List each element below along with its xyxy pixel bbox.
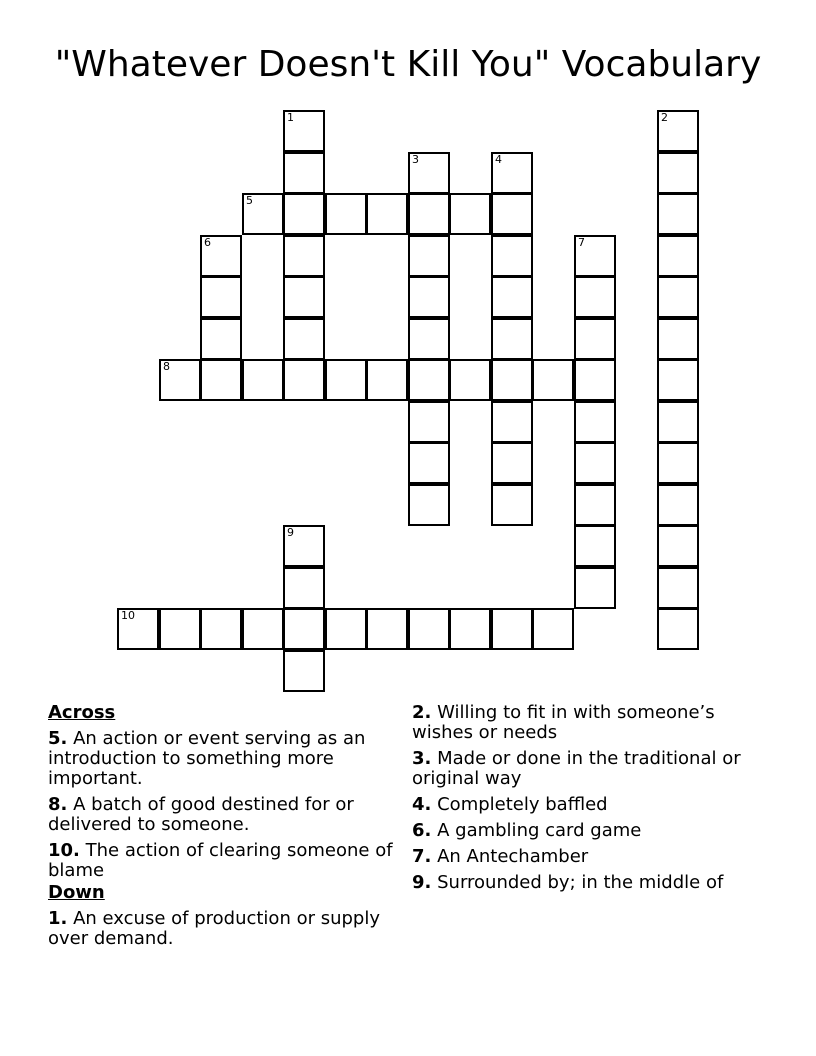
clue-number: 10. xyxy=(48,840,80,861)
grid-cell[interactable] xyxy=(657,152,699,194)
clue-text: Completely baffled xyxy=(437,794,608,815)
clue-text: An action or event serving as an introduction to something more important. xyxy=(48,728,366,789)
clue-number: 9. xyxy=(412,872,432,893)
grid-cell[interactable] xyxy=(283,650,325,692)
cell-number: 3 xyxy=(412,153,419,166)
grid-cell[interactable] xyxy=(449,608,491,650)
grid-cell[interactable] xyxy=(657,110,699,152)
clue-text: An Antechamber xyxy=(437,846,589,867)
grid-cell[interactable] xyxy=(408,608,450,650)
clue-column-left xyxy=(48,703,398,955)
grid-cell[interactable] xyxy=(491,193,533,235)
grid-cell[interactable] xyxy=(449,359,491,401)
grid-cell[interactable] xyxy=(200,608,242,650)
grid-cell[interactable] xyxy=(657,401,699,443)
down-clue-7 xyxy=(412,847,762,867)
grid-cell[interactable] xyxy=(657,442,699,484)
across-clue-5 xyxy=(48,729,398,789)
clue-number: 6. xyxy=(412,820,432,841)
grid-cell[interactable] xyxy=(283,318,325,360)
grid-cell[interactable] xyxy=(574,525,616,567)
clue-number: 7. xyxy=(412,846,432,867)
grid-cell[interactable] xyxy=(491,442,533,484)
grid-cell[interactable] xyxy=(574,484,616,526)
cell-number: 1 xyxy=(287,111,294,124)
grid-cell[interactable] xyxy=(491,318,533,360)
clue-number: 3. xyxy=(412,748,432,769)
grid-cell[interactable] xyxy=(657,484,699,526)
clue-number: 4. xyxy=(412,794,432,815)
grid-cell[interactable] xyxy=(574,318,616,360)
clue-number: 5. xyxy=(48,728,68,749)
grid-cell[interactable] xyxy=(491,359,533,401)
grid-cell[interactable] xyxy=(200,235,242,277)
grid-cell[interactable] xyxy=(657,359,699,401)
down-clue-6 xyxy=(412,821,762,841)
clue-text: An excuse of production or supply over demand. xyxy=(48,908,380,949)
across-clue-10 xyxy=(48,841,398,881)
grid-cell[interactable] xyxy=(283,525,325,567)
grid-cell[interactable] xyxy=(491,152,533,194)
grid-cell[interactable] xyxy=(283,608,325,650)
grid-cell[interactable] xyxy=(408,193,450,235)
grid-cell[interactable] xyxy=(491,276,533,318)
grid-cell[interactable] xyxy=(574,235,616,277)
grid-cell[interactable] xyxy=(408,235,450,277)
grid-cell[interactable] xyxy=(366,359,408,401)
grid-cell[interactable] xyxy=(657,193,699,235)
grid-cell[interactable] xyxy=(408,484,450,526)
grid-cell[interactable] xyxy=(200,318,242,360)
grid-cell[interactable] xyxy=(657,318,699,360)
grid-cell[interactable] xyxy=(366,193,408,235)
grid-cell[interactable] xyxy=(574,401,616,443)
grid-cell[interactable] xyxy=(532,608,574,650)
cell-number: 8 xyxy=(163,360,170,373)
grid-cell[interactable] xyxy=(574,359,616,401)
grid-cell[interactable] xyxy=(283,276,325,318)
grid-cell[interactable] xyxy=(657,235,699,277)
down-clue-2 xyxy=(412,703,762,743)
grid-cell[interactable] xyxy=(242,193,284,235)
across-clue-8 xyxy=(48,795,398,835)
grid-cell[interactable] xyxy=(366,608,408,650)
grid-cell[interactable] xyxy=(657,608,699,650)
down-clue-1 xyxy=(48,909,398,949)
cell-number: 6 xyxy=(204,236,211,249)
down-clue-4 xyxy=(412,795,762,815)
clue-number: 1. xyxy=(48,908,68,929)
clue-number: 2. xyxy=(412,702,432,723)
grid-cell[interactable] xyxy=(200,359,242,401)
down-heading: Down xyxy=(48,882,105,903)
cell-number: 7 xyxy=(578,236,585,249)
clue-text: The action of clearing someone of blame xyxy=(48,840,393,881)
clue-text: A gambling card game xyxy=(437,820,642,841)
cell-number: 5 xyxy=(246,194,253,207)
grid-cell[interactable] xyxy=(449,193,491,235)
clue-text: Willing to fit in with someone’s wishes or needs xyxy=(412,702,715,743)
grid-cell[interactable] xyxy=(283,567,325,609)
grid-cell[interactable] xyxy=(283,359,325,401)
grid-cell[interactable] xyxy=(283,152,325,194)
grid-cell[interactable] xyxy=(532,359,574,401)
grid-cell[interactable] xyxy=(408,276,450,318)
cell-number: 2 xyxy=(661,111,668,124)
grid-cell[interactable] xyxy=(325,608,367,650)
clue-column-right xyxy=(412,703,762,899)
puzzle-title: "Whatever Doesn't Kill You" Vocabulary xyxy=(54,44,762,85)
grid-cell[interactable] xyxy=(200,276,242,318)
grid-cell[interactable] xyxy=(574,442,616,484)
grid-cell[interactable] xyxy=(242,359,284,401)
grid-cell[interactable] xyxy=(325,359,367,401)
grid-cell[interactable] xyxy=(117,608,159,650)
grid-cell[interactable] xyxy=(283,193,325,235)
cell-number: 9 xyxy=(287,526,294,539)
grid-cell[interactable] xyxy=(657,276,699,318)
grid-cell[interactable] xyxy=(325,193,367,235)
across-heading: Across xyxy=(48,702,116,723)
grid-cell[interactable] xyxy=(491,235,533,277)
grid-cell[interactable] xyxy=(408,442,450,484)
grid-cell[interactable] xyxy=(574,276,616,318)
clue-text: Made or done in the traditional or original way xyxy=(412,748,741,789)
grid-cell[interactable] xyxy=(159,359,201,401)
grid-cell[interactable] xyxy=(408,152,450,194)
clue-text: A batch of good destined for or delivered to someone. xyxy=(48,794,354,835)
grid-cell[interactable] xyxy=(491,608,533,650)
grid-cell[interactable] xyxy=(574,567,616,609)
down-clue-9 xyxy=(412,873,762,893)
grid-cell[interactable] xyxy=(283,235,325,277)
grid-cell[interactable] xyxy=(242,608,284,650)
grid-cell[interactable] xyxy=(408,318,450,360)
grid-cell[interactable] xyxy=(408,401,450,443)
grid-cell[interactable] xyxy=(408,359,450,401)
clue-text: Surrounded by; in the middle of xyxy=(437,872,724,893)
grid-cell[interactable] xyxy=(491,484,533,526)
grid-cell[interactable] xyxy=(657,525,699,567)
grid-cell[interactable] xyxy=(657,567,699,609)
grid-cell[interactable] xyxy=(159,608,201,650)
grid-cell[interactable] xyxy=(491,401,533,443)
cell-number: 4 xyxy=(495,153,502,166)
down-clue-3 xyxy=(412,749,762,789)
grid-cell[interactable] xyxy=(283,110,325,152)
clue-number: 8. xyxy=(48,794,68,815)
cell-number: 10 xyxy=(121,609,135,622)
